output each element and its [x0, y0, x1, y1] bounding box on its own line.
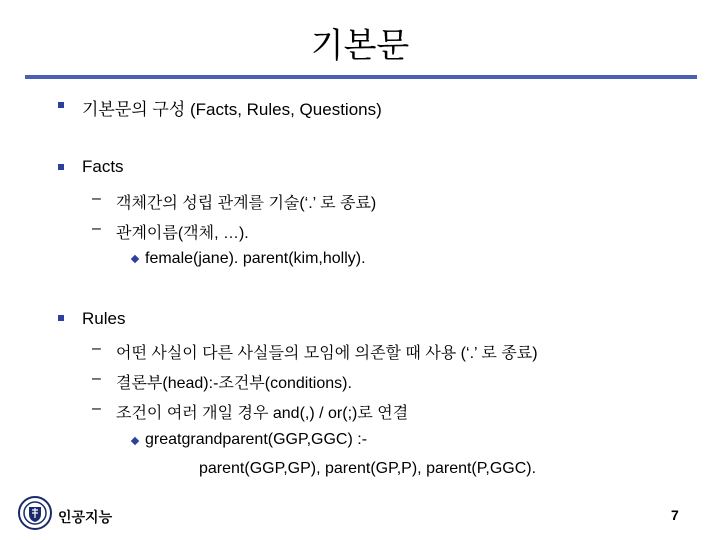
- bullet-square: [58, 315, 64, 321]
- rules-sub-3: 조건이 여러 개일 경우 and(,) / or(;)로 연결: [116, 405, 409, 422]
- item-rules: Rules: [82, 309, 126, 328]
- dash-marker: –: [92, 190, 101, 207]
- dash-marker: –: [92, 340, 101, 357]
- university-seal-icon: [18, 496, 52, 530]
- bullet-diamond: [131, 255, 139, 263]
- bullet-square: [58, 102, 64, 108]
- item-structure: 기본문의 구성 (Facts, Rules, Questions): [82, 100, 382, 119]
- bullet-diamond: [131, 437, 139, 445]
- dash-marker: –: [92, 220, 101, 237]
- rules-sub-1: 어떤 사실이 다른 사실들의 모임에 의존할 때 사용 (‘.’ 로 종료): [116, 345, 538, 362]
- page-number: 7: [671, 507, 679, 523]
- slide-title: 기본문: [310, 26, 410, 66]
- rules-example-line-1: greatgrandparent(GGP,GGC) :-: [145, 431, 368, 448]
- dash-marker: –: [92, 370, 101, 387]
- rules-sub-2: 결론부(head):-조건부(conditions).: [116, 375, 352, 392]
- facts-sub-1: 객체간의 성립 관계를 기술(‘.’ 로 종료): [116, 195, 377, 212]
- facts-example: female(jane). parent(kim,holly).: [145, 250, 366, 267]
- rules-example-line-2: parent(GGP,GP), parent(GP,P), parent(P,GGC).: [199, 460, 537, 477]
- item-facts: Facts: [82, 157, 124, 176]
- title-rule: [25, 75, 697, 79]
- footer-course-name: 인공지능: [58, 509, 113, 525]
- dash-marker: –: [92, 400, 101, 417]
- facts-sub-2: 관계이름(객체, …).: [116, 225, 249, 242]
- bullet-square: [58, 164, 64, 170]
